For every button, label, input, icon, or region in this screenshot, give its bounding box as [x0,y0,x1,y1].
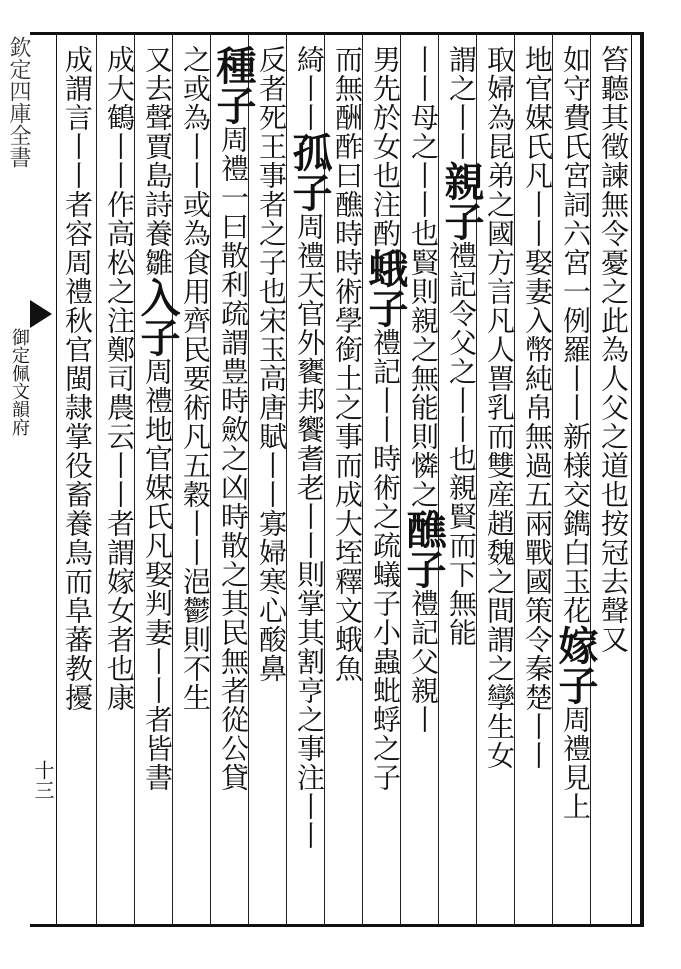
text-column [518,45,556,915]
book-title-gutter: 欽定四庫全書 [6,36,31,168]
column-text: 笞聽其徵諫無令憂之此為人父之道也按冠去聲又 [597,45,630,654]
left-text-border [56,32,57,927]
column-text: 周禮天官外饔邦饗耆老丨丨則掌其割亨之事注丨丨 [293,212,326,850]
text-column [328,45,366,915]
text-column [286,45,333,915]
column-text: 成謂言丨丨者容 [61,45,94,248]
entry-headword: 種子 [210,45,257,125]
column-text: 之注鄭司農云丨丨者謂嫁女者也康 [103,277,136,712]
text-column [100,45,138,915]
text-column [210,45,257,915]
column-text: 綺丨丨 [293,45,326,132]
text-column [480,45,518,915]
text-column [400,45,447,915]
text-column [134,45,181,915]
text-column [176,45,214,915]
column-text: 地官媒氏凡丨丨娶妻入幣純帛無過五兩戰國策令秦楚丨丨 [521,45,554,770]
entry-headword: 親子 [438,161,485,241]
column-text: 又去聲賈島詩養雛 [141,45,174,277]
entry-headword: 嫁子 [552,625,599,705]
text-column [552,45,599,915]
text-column [362,45,409,915]
column-text: 之或為丨丨或為食用齊民要術凡五穀丨丨浥鬱則不生 [179,45,212,712]
column-divider [96,34,97,924]
entry-headword: 蛾子 [362,248,409,328]
page-number: 十三 [31,760,55,800]
column-text: 周禮見上 [559,705,592,821]
column-text: 取婦為昆弟之國方言凡人嘼乳而雙産趙魏之間謂之孿生女 [483,45,516,770]
fish-tail-mark-icon [30,300,52,328]
text-column [62,45,96,915]
column-text: 周禮地官媒氏凡娶判妻丨丨者皆書 [141,357,174,792]
right-border-thick [640,32,644,927]
entry-headword: 孤子 [286,132,333,212]
text-column [594,45,632,915]
column-text: 者死王事者之子也宋玉高唐賦丨丨寡婦寒心酸鼻 [255,74,288,683]
column-text: 謂之丨丨 [445,45,478,161]
column-text: 禮記丨丨時術之疏蟻子小蟲蚍蜉之子 [369,328,402,792]
entry-headword: 醮子 [400,509,447,589]
column-text: 而無酬酢曰醮 [331,45,364,219]
column-text: 如守費氏宮詞六宮一例羅丨丨新様交鐫白玉花 [559,45,592,625]
bottom-border [30,924,644,927]
text-column [438,45,485,915]
text-column [252,45,290,915]
column-text: 周禮一曰散利疏謂豊時斂之凶時散之其民無者從公貸 [217,125,250,792]
column-text: 禮記令父之丨丨也親賢而下無能 [445,241,478,647]
column-text: 男先於女也注酌 [369,45,402,248]
column-text: 禮記父親丨 [407,589,440,734]
column-text: 反 [255,45,288,74]
column-text: 丨丨母之丨丨也賢則親之無能則憐之 [407,45,440,509]
work-title-gutter: 御定佩文韻府 [9,328,30,436]
column-text: 成大鶴丨丨作高松 [103,45,136,277]
column-text: 周禮秋官閩隷掌役畜養鳥而阜蕃教擾 [61,248,94,712]
entry-headword: 入子 [134,277,181,357]
column-text: 時時術學銜土之事而成大垤釋文蛾魚 [331,219,364,683]
